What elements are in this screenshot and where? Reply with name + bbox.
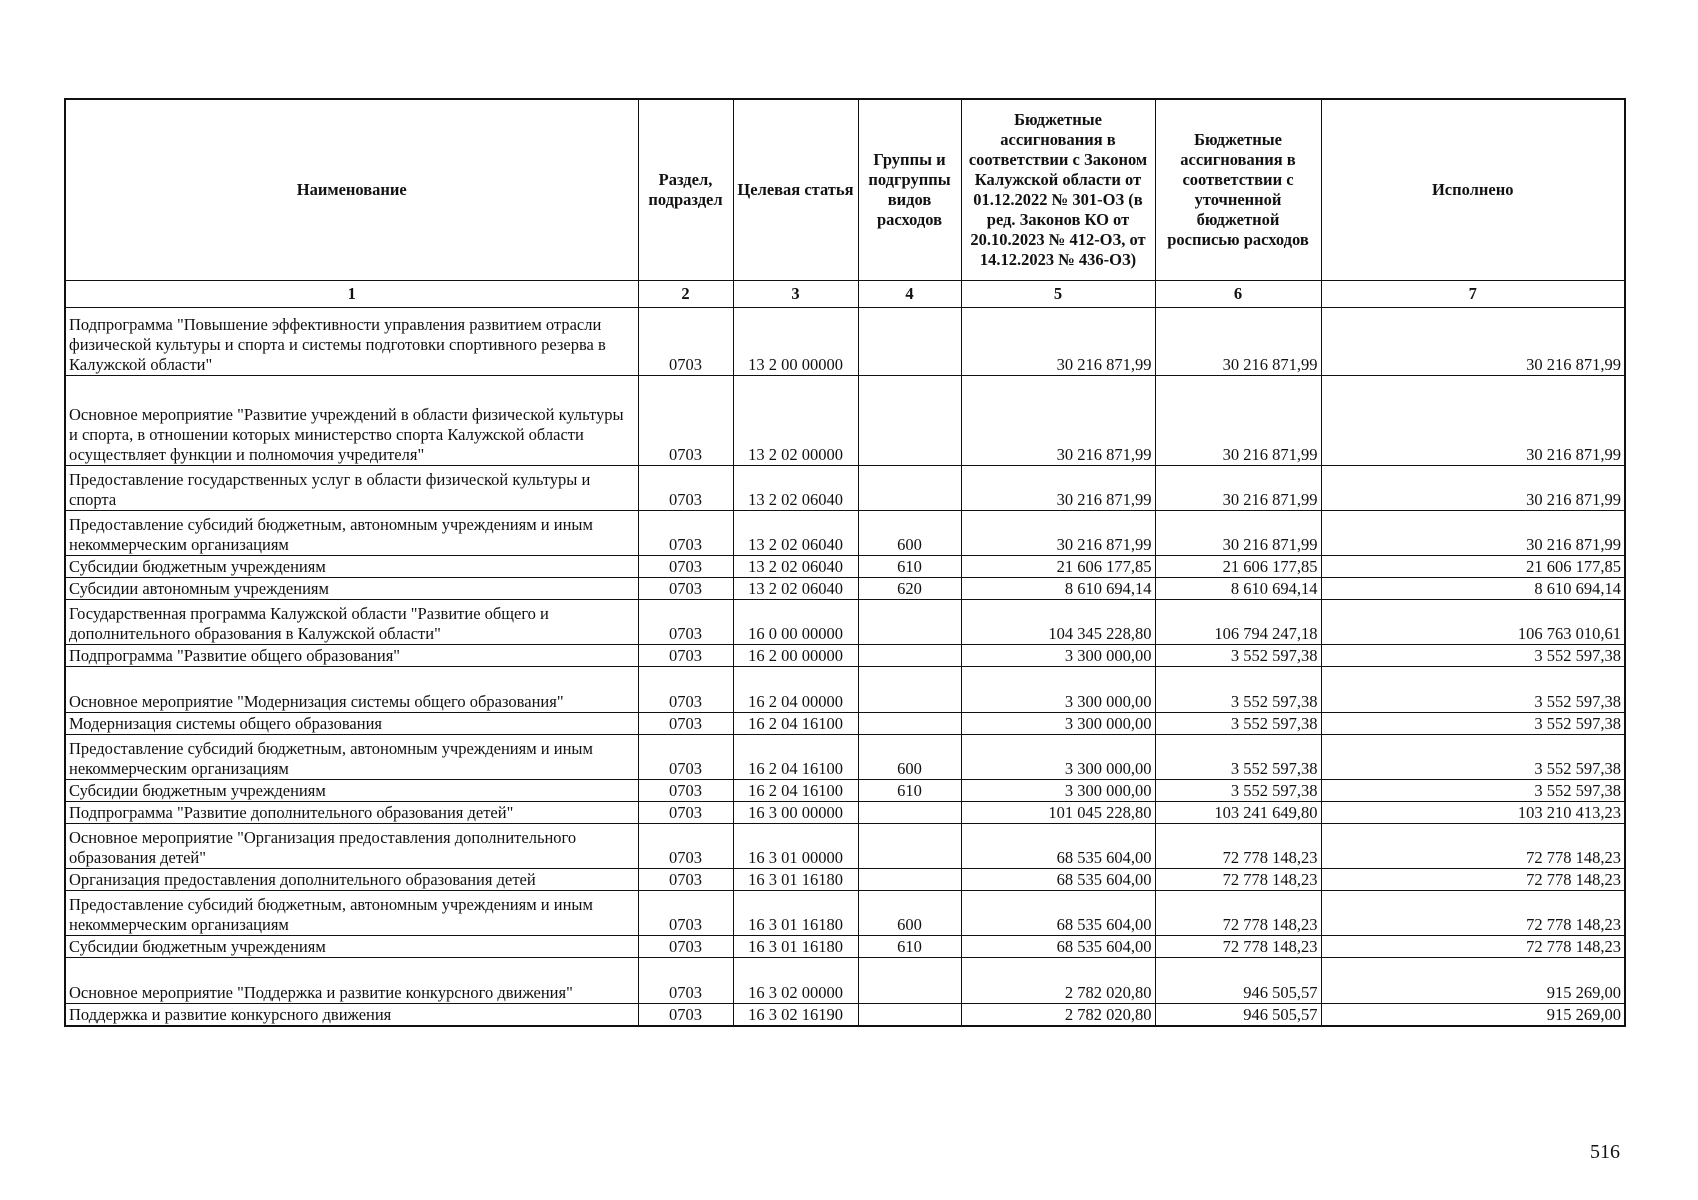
row-section: 0703: [638, 645, 733, 667]
row-group: 600: [858, 735, 961, 780]
row-executed-amount: 3 552 597,38: [1321, 713, 1625, 735]
row-law-amount: 30 216 871,99: [961, 308, 1155, 376]
header-law: Бюджетные ассигнования в соответствии с Законом Калужской области от 01.12.2022 № 301-ОЗ (в ред. Законов КО от 20.10.2023 № 412-ОЗ, от 14.12.2023 № 436-ОЗ): [961, 99, 1155, 281]
row-group: [858, 645, 961, 667]
row-article: 16 2 04 16100: [733, 713, 858, 735]
column-number: 1: [65, 281, 638, 308]
row-name: Основное мероприятие "Поддержка и развитие конкурсного движения": [65, 958, 638, 1004]
row-executed-amount: 8 610 694,14: [1321, 578, 1625, 600]
row-name: Субсидии бюджетным учреждениям: [65, 936, 638, 958]
row-name: Организация предоставления дополнительного образования детей: [65, 869, 638, 891]
row-section: 0703: [638, 824, 733, 869]
row-law-amount: 2 782 020,80: [961, 1004, 1155, 1026]
row-section: 0703: [638, 466, 733, 511]
row-group: [858, 600, 961, 645]
row-article: 16 3 01 16180: [733, 891, 858, 936]
row-section: 0703: [638, 891, 733, 936]
row-group: [858, 308, 961, 376]
table-row: [65, 466, 1625, 511]
row-name: Субсидии бюджетным учреждениям: [65, 780, 638, 802]
row-group: [858, 869, 961, 891]
row-law-amount: 68 535 604,00: [961, 936, 1155, 958]
column-number: 6: [1155, 281, 1321, 308]
row-article: 16 0 00 00000: [733, 600, 858, 645]
row-law-amount: 68 535 604,00: [961, 869, 1155, 891]
table-row: [65, 556, 1625, 578]
row-refined-amount: 3 552 597,38: [1155, 735, 1321, 780]
row-refined-amount: 8 610 694,14: [1155, 578, 1321, 600]
row-refined-amount: 30 216 871,99: [1155, 466, 1321, 511]
table-row: [65, 511, 1625, 556]
header-article: Целевая статья: [733, 99, 858, 281]
row-executed-amount: 72 778 148,23: [1321, 869, 1625, 891]
row-article: 13 2 02 06040: [733, 511, 858, 556]
row-refined-amount: 3 552 597,38: [1155, 713, 1321, 735]
row-section: 0703: [638, 556, 733, 578]
row-refined-amount: 3 552 597,38: [1155, 667, 1321, 713]
row-executed-amount: 72 778 148,23: [1321, 824, 1625, 869]
row-law-amount: 30 216 871,99: [961, 376, 1155, 466]
column-number: 4: [858, 281, 961, 308]
row-executed-amount: 30 216 871,99: [1321, 376, 1625, 466]
table-row: [65, 308, 1625, 376]
row-refined-amount: 72 778 148,23: [1155, 936, 1321, 958]
row-article: 16 2 00 00000: [733, 645, 858, 667]
row-group: 600: [858, 511, 961, 556]
row-law-amount: 3 300 000,00: [961, 645, 1155, 667]
row-executed-amount: 72 778 148,23: [1321, 936, 1625, 958]
row-name: Основное мероприятие "Модернизация системы общего образования": [65, 667, 638, 713]
row-refined-amount: 72 778 148,23: [1155, 824, 1321, 869]
row-name: Подпрограмма "Развитие дополнительного образования детей": [65, 802, 638, 824]
row-name: Модернизация системы общего образования: [65, 713, 638, 735]
row-article: 13 2 02 06040: [733, 556, 858, 578]
table-row: [65, 645, 1625, 667]
row-refined-amount: 3 552 597,38: [1155, 645, 1321, 667]
row-article: 16 3 02 00000: [733, 958, 858, 1004]
row-section: 0703: [638, 376, 733, 466]
row-section: 0703: [638, 308, 733, 376]
column-number: 5: [961, 281, 1155, 308]
row-executed-amount: 106 763 010,61: [1321, 600, 1625, 645]
table-row: [65, 1004, 1625, 1026]
table-row: [65, 667, 1625, 713]
header-groups: Группы и подгруппы видов расходов: [858, 99, 961, 281]
row-law-amount: 3 300 000,00: [961, 667, 1155, 713]
row-executed-amount: 3 552 597,38: [1321, 645, 1625, 667]
row-law-amount: 68 535 604,00: [961, 824, 1155, 869]
header-executed: Исполнено: [1321, 99, 1625, 281]
row-executed-amount: 915 269,00: [1321, 1004, 1625, 1026]
row-section: 0703: [638, 713, 733, 735]
row-name: Предоставление государственных услуг в области физической культуры и спорта: [65, 466, 638, 511]
row-executed-amount: 30 216 871,99: [1321, 308, 1625, 376]
row-name: Государственная программа Калужской области "Развитие общего и дополнительного образования в Калужской области": [65, 600, 638, 645]
row-refined-amount: 946 505,57: [1155, 958, 1321, 1004]
row-refined-amount: 3 552 597,38: [1155, 780, 1321, 802]
row-article: 13 2 02 06040: [733, 578, 858, 600]
row-section: 0703: [638, 936, 733, 958]
column-number: 2: [638, 281, 733, 308]
row-law-amount: 3 300 000,00: [961, 713, 1155, 735]
header-row: [65, 99, 1625, 281]
column-number: 7: [1321, 281, 1625, 308]
table-row: [65, 802, 1625, 824]
row-refined-amount: 946 505,57: [1155, 1004, 1321, 1026]
row-article: 16 3 02 16190: [733, 1004, 858, 1026]
row-name: Предоставление субсидий бюджетным, автономным учреждениям и иным некоммерческим организациям: [65, 735, 638, 780]
row-article: 16 2 04 00000: [733, 667, 858, 713]
row-law-amount: 68 535 604,00: [961, 891, 1155, 936]
table-row: [65, 376, 1625, 466]
table-row: [65, 713, 1625, 735]
row-name: Основное мероприятие "Развитие учреждений в области физической культуры и спорта, в отношении которых министерство спорта Калужской области осуществляет функции и полномочия учредителя": [65, 376, 638, 466]
row-section: 0703: [638, 578, 733, 600]
row-executed-amount: 3 552 597,38: [1321, 667, 1625, 713]
table-body: [65, 308, 1625, 1026]
row-article: 16 2 04 16100: [733, 735, 858, 780]
header-section: Раздел, подраздел: [638, 99, 733, 281]
row-section: 0703: [638, 780, 733, 802]
column-number-row: [65, 281, 1625, 308]
row-section: 0703: [638, 600, 733, 645]
row-name: Поддержка и развитие конкурсного движения: [65, 1004, 638, 1026]
row-refined-amount: 106 794 247,18: [1155, 600, 1321, 645]
row-law-amount: 101 045 228,80: [961, 802, 1155, 824]
row-article: 16 3 01 16180: [733, 869, 858, 891]
row-group: [858, 466, 961, 511]
table-row: [65, 869, 1625, 891]
row-executed-amount: 21 606 177,85: [1321, 556, 1625, 578]
budget-table: [64, 98, 1626, 1027]
row-law-amount: 21 606 177,85: [961, 556, 1155, 578]
row-name: Субсидии бюджетным учреждениям: [65, 556, 638, 578]
row-article: 13 2 02 00000: [733, 376, 858, 466]
table-row: [65, 735, 1625, 780]
row-article: 16 3 00 00000: [733, 802, 858, 824]
row-section: 0703: [638, 667, 733, 713]
row-article: 13 2 02 06040: [733, 466, 858, 511]
row-law-amount: 30 216 871,99: [961, 511, 1155, 556]
row-refined-amount: 103 241 649,80: [1155, 802, 1321, 824]
table-row: [65, 891, 1625, 936]
row-name: Подпрограмма "Повышение эффективности управления развитием отрасли физической культуры и спорта и системы подготовки спортивного резерва в Калужской области": [65, 308, 638, 376]
row-name: Субсидии автономным учреждениям: [65, 578, 638, 600]
row-executed-amount: 3 552 597,38: [1321, 780, 1625, 802]
row-group: [858, 376, 961, 466]
column-number: 3: [733, 281, 858, 308]
row-group: 610: [858, 556, 961, 578]
table-row: [65, 578, 1625, 600]
row-executed-amount: 103 210 413,23: [1321, 802, 1625, 824]
row-article: 16 3 01 00000: [733, 824, 858, 869]
row-law-amount: 3 300 000,00: [961, 780, 1155, 802]
row-article: 16 3 01 16180: [733, 936, 858, 958]
table-row: [65, 600, 1625, 645]
row-article: 13 2 00 00000: [733, 308, 858, 376]
row-group: 610: [858, 936, 961, 958]
table-row: [65, 958, 1625, 1004]
row-law-amount: 3 300 000,00: [961, 735, 1155, 780]
row-executed-amount: 72 778 148,23: [1321, 891, 1625, 936]
row-law-amount: 2 782 020,80: [961, 958, 1155, 1004]
row-article: 16 2 04 16100: [733, 780, 858, 802]
row-section: 0703: [638, 802, 733, 824]
row-executed-amount: 3 552 597,38: [1321, 735, 1625, 780]
row-executed-amount: 30 216 871,99: [1321, 511, 1625, 556]
row-executed-amount: 915 269,00: [1321, 958, 1625, 1004]
row-refined-amount: 21 606 177,85: [1155, 556, 1321, 578]
row-refined-amount: 30 216 871,99: [1155, 376, 1321, 466]
row-group: [858, 713, 961, 735]
row-group: 600: [858, 891, 961, 936]
table-row: [65, 936, 1625, 958]
row-section: 0703: [638, 958, 733, 1004]
header-refined: Бюджетные ассигнования в соответствии с уточненной бюджетной росписью расходов: [1155, 99, 1321, 281]
row-refined-amount: 30 216 871,99: [1155, 308, 1321, 376]
row-group: [858, 802, 961, 824]
row-name: Основное мероприятие "Организация предоставления дополнительного образования детей": [65, 824, 638, 869]
row-law-amount: 8 610 694,14: [961, 578, 1155, 600]
row-group: [858, 958, 961, 1004]
row-group: [858, 824, 961, 869]
row-group: 620: [858, 578, 961, 600]
row-name: Предоставление субсидий бюджетным, автономным учреждениям и иным некоммерческим организациям: [65, 511, 638, 556]
table-row: [65, 824, 1625, 869]
row-name: Подпрограмма "Развитие общего образования": [65, 645, 638, 667]
row-refined-amount: 72 778 148,23: [1155, 869, 1321, 891]
page-number: 516: [1590, 1141, 1620, 1163]
row-group: [858, 1004, 961, 1026]
row-group: [858, 667, 961, 713]
row-group: 610: [858, 780, 961, 802]
row-law-amount: 30 216 871,99: [961, 466, 1155, 511]
row-name: Предоставление субсидий бюджетным, автономным учреждениям и иным некоммерческим организациям: [65, 891, 638, 936]
row-executed-amount: 30 216 871,99: [1321, 466, 1625, 511]
row-law-amount: 104 345 228,80: [961, 600, 1155, 645]
table-row: [65, 780, 1625, 802]
row-refined-amount: 30 216 871,99: [1155, 511, 1321, 556]
header-name: Наименование: [65, 99, 638, 281]
row-section: 0703: [638, 735, 733, 780]
row-refined-amount: 72 778 148,23: [1155, 891, 1321, 936]
row-section: 0703: [638, 869, 733, 891]
row-section: 0703: [638, 1004, 733, 1026]
row-section: 0703: [638, 511, 733, 556]
